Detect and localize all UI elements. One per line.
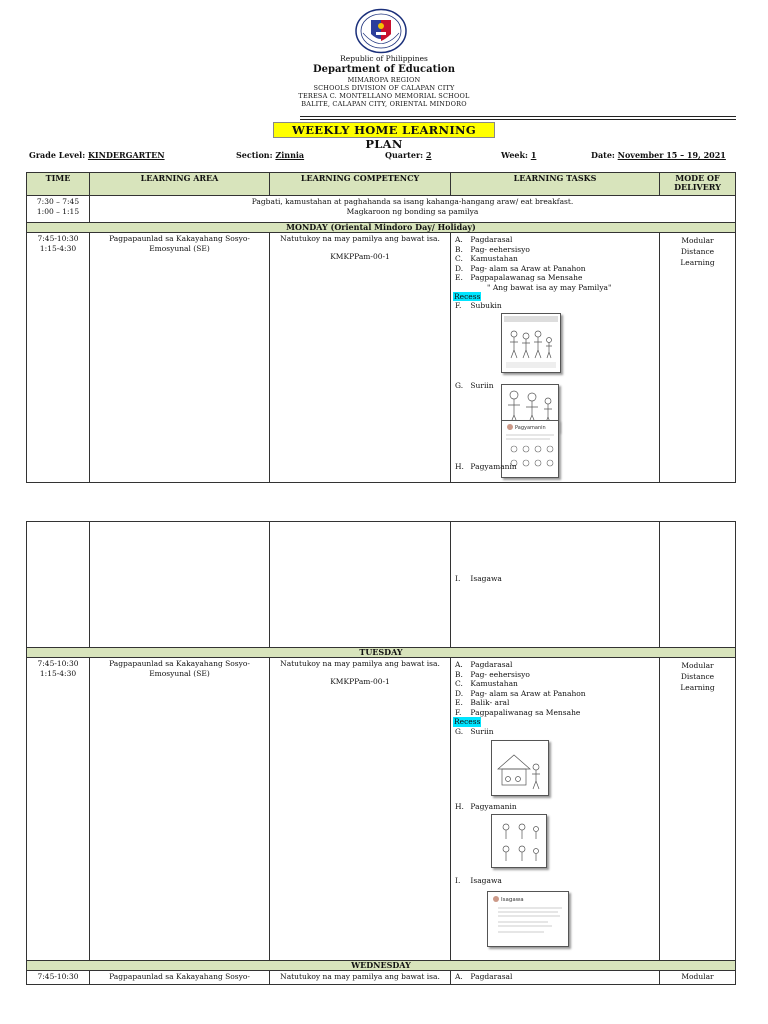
task-item: A. Pagdarasal	[455, 972, 513, 981]
task-item: A. Pagdarasal	[455, 660, 513, 669]
tuesday-task-list-2	[453, 727, 657, 737]
task-item: I. Isagawa	[455, 875, 502, 885]
continued-competency	[270, 522, 451, 648]
deped-seal-logo	[354, 8, 408, 54]
header-learning-competency: LEARNING COMPETENCY	[270, 173, 451, 196]
plan-title: WEEKLY HOME LEARNING PLAN	[273, 122, 495, 138]
department-name: Department of Education	[313, 64, 455, 75]
address-line: BALITE, CALAPAN CITY, ORIENTAL MINDORO	[301, 100, 467, 108]
family-drawing-icon	[492, 815, 546, 867]
task-item: E. Pagpapalawanag sa Mensahe	[455, 273, 583, 282]
continued-tasks	[451, 522, 660, 648]
opening-time: 7:30 – 7:45 1:00 – 1:15	[27, 196, 90, 223]
wednesday-mode-of-delivery: Modular	[660, 971, 736, 985]
wednesday-competency: Natutukoy na may pamilya ang bawat isa.	[270, 971, 451, 985]
monday-task-list-5	[453, 574, 657, 584]
monday-tasks	[451, 233, 660, 483]
monday-competency: Natutukoy na may pamilya ang bawat isa. KMKPPam-00-1	[270, 233, 451, 483]
task-item: B. Pag- eehersisyo	[455, 669, 530, 679]
header-learning-tasks: LEARNING TASKS	[451, 173, 660, 196]
division-line: SCHOOLS DIVISION OF CALAPAN CITY	[313, 84, 455, 92]
task-item: H. Pagyamanin	[455, 462, 517, 471]
monday-mode-of-delivery: Modular Distance Learning	[660, 233, 736, 483]
grade-level-info: Grade Level: KINDERGARTEN	[29, 150, 165, 160]
opening-activity: Pagbati, kamustahan at paghahanda sa isang kahanga-hangang araw/ eat breakfast. Magkaroon ng bonding sa pamilya	[90, 196, 736, 223]
republic-line: Republic of Philippines	[340, 54, 428, 63]
monday-quote: " Ang bawat isa ay may Pamilya"	[487, 282, 612, 292]
isagawa-worksheet-image	[487, 891, 569, 947]
task-item: G. Suriin	[455, 726, 494, 736]
worksheet-icon	[488, 892, 568, 946]
day-tuesday: TUESDAY	[27, 648, 736, 658]
tuesday-task-list	[453, 660, 657, 717]
task-item: E. Balik- aral	[455, 698, 510, 707]
day-monday: MONDAY (Oriental Mindoro Day/ Holiday)	[27, 223, 736, 233]
continued-time	[27, 522, 90, 648]
subukin-worksheet-image	[501, 313, 561, 373]
tuesday-tasks	[451, 658, 660, 961]
monday-task-list-4	[453, 462, 517, 472]
header-mode-of-delivery: MODE OF DELIVERY	[660, 173, 736, 196]
task-item: F. Pagpapaliwanag sa Mensahe	[455, 707, 581, 717]
tuesday-task-list-3	[453, 802, 657, 812]
page-break	[0, 490, 768, 518]
task-item: G. Suriin	[455, 380, 494, 390]
day-wednesday: WEDNESDAY	[27, 961, 736, 971]
monday-time: 7:45-10:30 1:15-4:30	[27, 233, 90, 483]
region-line: MIMAROPA REGION	[347, 76, 421, 84]
header-time: TIME	[27, 173, 90, 196]
tuesday-mode-of-delivery: Modular Distance Learning	[660, 658, 736, 961]
header-rule	[300, 116, 736, 117]
wednesday-tasks	[451, 971, 660, 985]
section-info: Section: Zinnia	[236, 150, 305, 160]
family-drawing-icon	[502, 314, 560, 372]
continued-area	[90, 522, 270, 648]
recess-label: Recess	[454, 717, 481, 726]
svg-text:Pagyamanin: Pagyamanin	[515, 425, 546, 431]
wednesday-learning-area: Pagpapaunlad sa Kakayahang Sosyo-	[90, 971, 270, 985]
tuesday-learning-area: Pagpapaunlad sa Kakayahang Sosyo-Emosyunal (SE)	[90, 658, 270, 961]
school-line: TERESA C. MONTELLANO MEMORIAL SCHOOL	[298, 92, 470, 100]
task-item: H. Pagyamanin	[455, 802, 517, 811]
week-info: Week: 1	[501, 150, 537, 160]
wednesday-task-list	[453, 972, 657, 982]
monday-task-list-2	[453, 301, 657, 311]
family-drawing-icon	[492, 741, 548, 795]
plan-table-page-1	[26, 172, 736, 483]
date-info: Date: November 15 – 19, 2021	[591, 150, 726, 160]
page-1	[0, 0, 768, 490]
svg-text:Isagawa: Isagawa	[501, 897, 524, 903]
quarter-info: Quarter: 2	[385, 150, 432, 160]
task-item: C. Kamustahan	[455, 679, 518, 688]
tuesday-competency: Natutukoy na may pamilya ang bawat isa. KMKPPam-00-1	[270, 658, 451, 961]
task-item: B. Pag- eehersisyo	[455, 244, 530, 254]
page-2	[0, 518, 768, 990]
header-rule-2	[300, 119, 736, 120]
plan-table-page-2	[26, 521, 736, 985]
task-item: D. Pag- alam sa Araw at Panahon	[455, 688, 586, 698]
task-item: A. Pagdarasal	[455, 235, 513, 244]
page-break-bottom	[0, 990, 768, 1024]
task-item: I. Isagawa	[455, 574, 502, 583]
task-item: D. Pag- alam sa Araw at Panahon	[455, 263, 586, 273]
pagyamanin-worksheet-image	[491, 814, 547, 868]
monday-learning-area: Pagpapaunlad sa Kakayahang Sosyo-Emosyunal (SE)	[90, 233, 270, 483]
recess-label: Recess	[454, 291, 481, 301]
tuesday-time: 7:45-10:30 1:15-4:30	[27, 658, 90, 961]
tuesday-task-list-4	[453, 876, 657, 886]
continued-delivery	[660, 522, 736, 648]
monday-task-list	[453, 235, 657, 283]
wednesday-time: 7:45-10:30	[27, 971, 90, 985]
suriin-worksheet-image	[491, 740, 549, 796]
suriin-images	[453, 390, 657, 475]
task-item: C. Kamustahan	[455, 254, 518, 263]
task-item: F. Subukin	[455, 301, 502, 310]
header-learning-area: LEARNING AREA	[90, 173, 270, 196]
